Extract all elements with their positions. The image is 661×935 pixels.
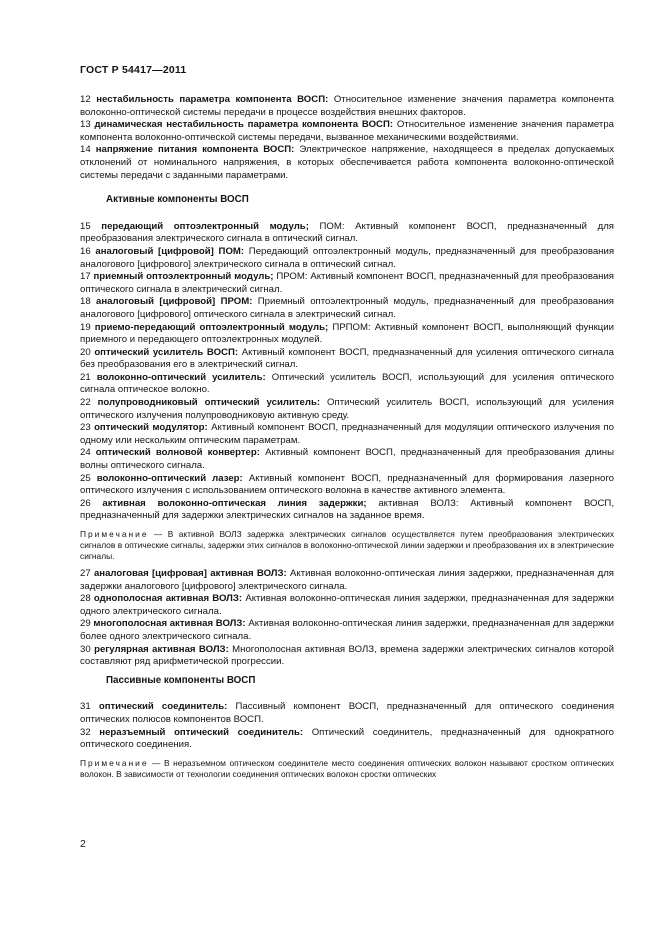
term-number: 30 (80, 643, 91, 655)
term-title: нестабильность параметра компонента ВОСП: (96, 94, 329, 105)
term-definition: Электрическое напряжение, находящееся в пределах допускаемых отклонений от номинального напряжения, в которых обеспечивается работа компонента волоконно-оптической системы передачи с заданными параметрами. (80, 144, 614, 181)
term-number: 31 (80, 701, 91, 713)
term-definition: Активная волоконно-оптическая линия задержки, предназначенная для задержки более одного электрического сигнала. (80, 618, 615, 642)
term-number: 18 (80, 296, 91, 308)
term-definition: Активный компонент ВОСП, предназначенный для модуляции оптического излучения по одному или нескольким оптическим параметрам. (80, 422, 614, 446)
term-entry-31 (80, 701, 614, 726)
term-definition: Относительное изменение значения параметра компонента волоконно-оптической системы передачи, вызванное механическими воздействиями. (80, 119, 614, 143)
section-heading-active: Активные компоненты ВОСП (106, 194, 249, 206)
term-title: волоконно-оптический лазер: (96, 472, 243, 484)
term-entry-27 (80, 568, 614, 593)
term-title: передающий оптоэлектронный модуль; (101, 220, 309, 232)
term-number: 14 (80, 144, 91, 156)
term-entry-22 (80, 397, 614, 422)
term-title: волоконно-оптический усилитель: (96, 371, 266, 383)
term-definition: Оптический усилитель ВОСП, использующий для усиления оптического сигнала оптическое волокно. (80, 371, 614, 396)
term-entry-12 (80, 94, 614, 119)
note-splice (80, 758, 614, 780)
term-entry-29 (80, 618, 614, 643)
term-definition: Приемный оптоэлектронный модуль, предназначенный для преобразования аналогового [цифрового] оптического сигнала в электрический сигнал. (80, 296, 614, 320)
term-title: оптический соединитель: (98, 701, 228, 713)
term-definition: ПРПОМ: Активный компонент ВОСП, выполняющий функции приемного и передающего оптоэлектронных модулей. (80, 321, 614, 346)
note-active-volz (80, 529, 614, 562)
term-number: 23 (80, 422, 91, 434)
page-number: 2 (80, 838, 86, 850)
note-label: Примечание (80, 529, 149, 539)
term-entry-26 (80, 498, 614, 523)
document-body (80, 94, 614, 786)
term-title: оптический модулятор: (94, 422, 208, 434)
term-title: аналоговый [цифровой] ПОМ: (95, 245, 245, 257)
term-definition: Оптический соединитель, предназначенный для однократного оптического соединения. (80, 726, 614, 751)
term-definition: ПРОМ: Активный компонент ВОСП, предназначенный для преобразования оптического сигнала в электрический сигнал. (80, 271, 615, 295)
term-number: 20 (80, 346, 91, 358)
term-number: 24 (80, 447, 91, 459)
term-number: 27 (80, 568, 91, 579)
term-entry-19 (80, 322, 614, 347)
term-entry-25 (80, 473, 614, 498)
term-entry-16 (80, 246, 614, 271)
term-definition: Оптический усилитель ВОСП, использующий для усиления оптического излучения полупроводниковую активную среду. (80, 397, 614, 421)
term-entry-30 (80, 644, 614, 669)
term-title: регулярная активная ВОЛЗ: (94, 643, 229, 655)
term-title: полупроводниковый оптический усилитель: (97, 397, 321, 409)
term-definition: Активный компонент ВОСП, предназначенный для формирования лазерного оптического излучения с использованием оптического волокна в качестве активного элемента. (80, 472, 614, 497)
term-group-passive (80, 701, 614, 751)
term-entry-32 (80, 727, 614, 752)
note-text: — В активной ВОЛЗ задержка электрических сигналов осуществляется путем преобразования электрических сигналов в оптические сигналы, задержки этих сигналов в волоконно-оптической линии задержки и преобразования их в электрические сигналы. (80, 529, 615, 561)
term-number: 29 (80, 618, 91, 630)
term-title: динамическая нестабильность параметра компонента ВОСП: (94, 119, 394, 131)
term-group-active (80, 221, 614, 523)
term-definition: ПОМ: Активный компонент ВОСП, предназначенный для преобразования электрического сигнала в оптический сигнал. (80, 220, 615, 245)
term-entry-28 (80, 593, 614, 618)
term-number: 22 (80, 397, 91, 409)
term-definition: Активный компонент ВОСП, предназначенный для преобразования длины волны оптического сигнала. (80, 447, 614, 472)
note-label: Примечание (80, 757, 149, 768)
term-entry-18 (80, 296, 614, 321)
term-title: неразъемный оптический соединитель: (99, 726, 304, 738)
term-title: аналоговый [цифровой] ПРОМ: (96, 296, 253, 308)
term-number: 21 (80, 371, 91, 383)
term-definition: Передающий оптоэлектронный модуль, предназначенный для преобразования аналогового [цифрового] электрического сигнала в оптический сигнал. (80, 245, 615, 270)
term-number: 17 (80, 271, 91, 283)
term-title: многополосная активная ВОЛЗ: (93, 618, 246, 630)
term-title: однополосная активная ВОЛЗ: (93, 593, 243, 605)
term-title: приемный оптоэлектронный модуль; (93, 271, 274, 283)
term-number: 15 (80, 220, 91, 232)
term-title: оптический волновой конвертер: (95, 447, 260, 459)
term-entry-17 (80, 271, 614, 296)
term-group-general (80, 94, 614, 182)
term-definition: Активная волоконно-оптическая линия задержки, предназначенная для задержки аналогового [цифрового] электрического сигнала. (80, 568, 614, 592)
term-number: 28 (80, 593, 91, 605)
term-definition: активная ВОЛЗ: Активный компонент ВОСП, предназначенный для задержки электрических сигналов на заданное время. (80, 497, 614, 522)
term-title: аналоговая [цифровая] активная ВОЛЗ: (93, 568, 287, 579)
term-entry-15 (80, 221, 614, 246)
section-heading-passive: Пассивные компоненты ВОСП (106, 674, 256, 686)
term-title: приемо-передающий оптоэлектронный модуль; (94, 321, 329, 333)
term-number: 13 (80, 119, 91, 131)
term-number: 32 (80, 726, 91, 738)
term-definition: Активный компонент ВОСП, предназначенный для усиления оптического сигнала без преобразования его в электрический сигнал. (80, 346, 615, 371)
term-number: 19 (80, 321, 91, 333)
term-title: напряжение питания компонента ВОСП: (95, 144, 295, 156)
term-entry-21 (80, 372, 614, 397)
term-title: активная волоконно-оптическая линия задержки; (102, 497, 367, 509)
term-number: 16 (80, 245, 91, 257)
term-entry-23 (80, 422, 614, 447)
term-definition: Многополосная активная ВОЛЗ, времена задержки электрических сигналов которой составляют ряд арифметической прогрессии. (80, 643, 615, 668)
term-entry-13 (80, 119, 614, 144)
term-definition: Активная волоконно-оптическая линия задержки, предназначенная для задержки одного электрического сигнала. (80, 593, 615, 617)
term-number: 25 (80, 472, 91, 484)
term-entry-24 (80, 447, 614, 472)
term-entry-14 (80, 144, 614, 182)
term-number: 26 (80, 497, 91, 509)
term-title: оптический усилитель ВОСП: (94, 346, 239, 358)
standard-header: ГОСТ Р 54417—2011 (80, 64, 187, 76)
term-entry-20 (80, 347, 614, 372)
term-definition: Относительное изменение значения параметра компонента волоконно-оптической системы передачи в процессе воздействия внешних факторов. (80, 94, 615, 118)
term-group-volz (80, 568, 614, 669)
term-number: 12 (80, 94, 91, 105)
note-text: — В неразъемном оптическом соединителе место соединения оптических волокон называют сростком оптических волокон. В зависимости от технологии соединения оптических волокон сростки оптических (80, 757, 615, 779)
term-definition: Пассивный компонент ВОСП, предназначенный для оптического соединения оптических полюсов компонентов ВОСП. (80, 701, 615, 725)
